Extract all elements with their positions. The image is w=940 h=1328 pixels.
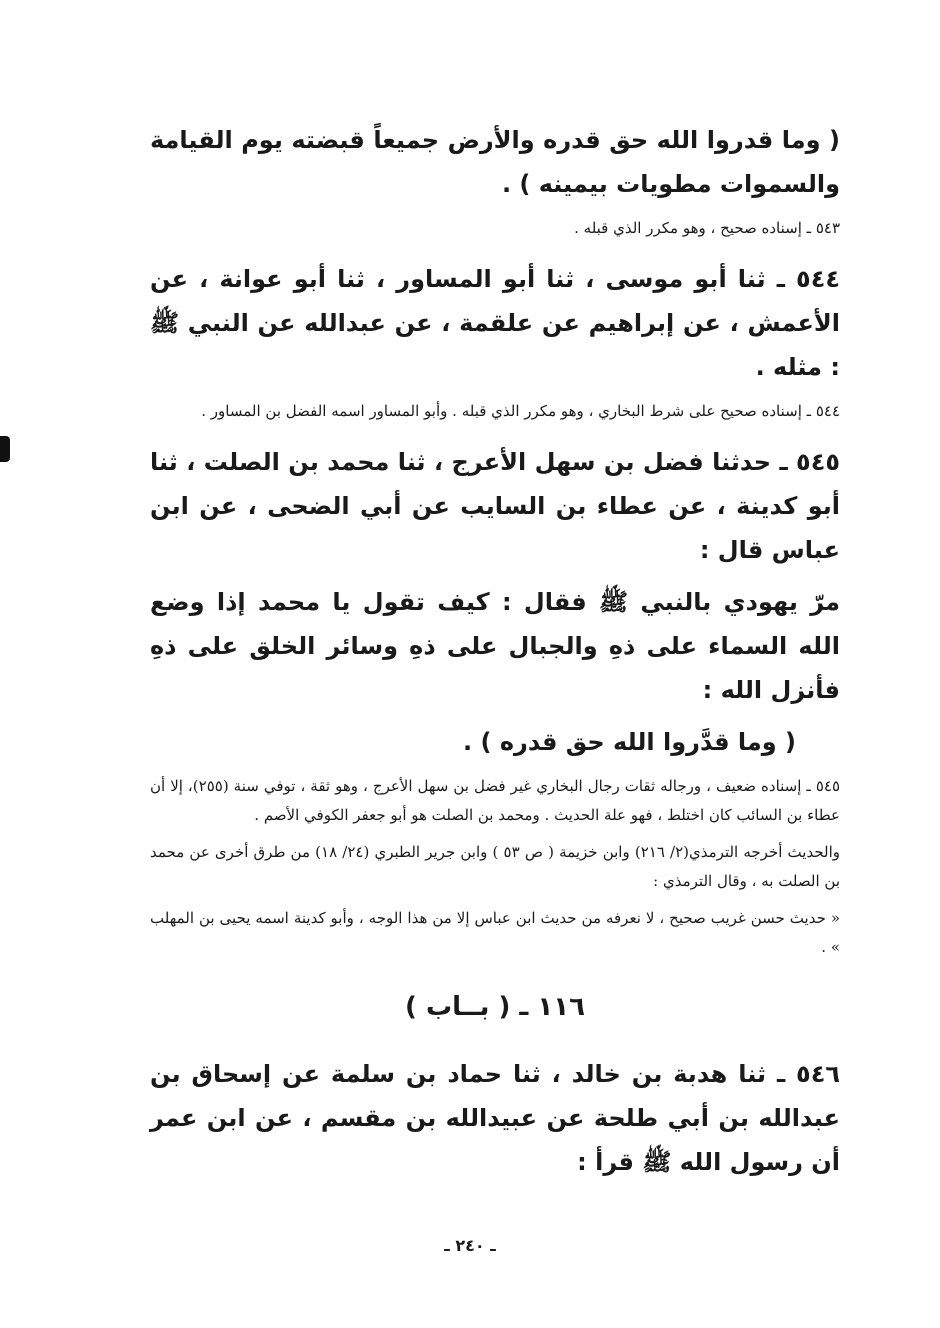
hadith-546: ٥٤٦ ـ ثنا هدبة بن خالد ، ثنا حماد بن سلمة عن إسحاق بن عبدالله بن أبي طلحة عن عبيدالله بن مقسم ، عن ابن عمر أن رسول الله ﷺ قرأ : <box>150 1060 840 1176</box>
page-body <box>150 118 840 1184</box>
hadith-544: ٥٤٤ ـ ثنا أبو موسى ، ثنا أبو المساور ، ثنا أبو عوانة ، عن الأعمش ، عن إبراهيم عن علقمة ، عن عبدالله عن النبي ﷺ : مثله . <box>150 265 840 381</box>
footnote-545-quote: « حديث حسن غريب صحيح ، لا نعرفه من حديث ابن عباس إلا من هذا الوجه ، وأبو كدينة اسمه يحيى بن المهلب » . <box>150 909 840 956</box>
page-number: ـ ٢٤٠ ـ <box>444 1236 496 1255</box>
footnote-545-sources: والحديث أخرجه الترمذي(٢/ ٢١٦) وابن خزيمة ( ص ٥٣ ) وابن جرير الطبري (٢٤/ ١٨) من طرق أخرى عن محمد بن الصلت به ، وقال الترمذي : <box>150 843 840 890</box>
footnote-545-grading: ٥٤٥ ـ إسناده ضعيف ، ورجاله ثقات رجال البخاري غير فضل بن سهل الأعرج ، وهو ثقة ، توفي سنة (٢٥٥)، إلا أن عطاء بن السائب كان اختلط ، فهو علة الحديث . ومحمد بن الصلت هو أبو جعفر الكوفي الأصم . <box>150 777 841 824</box>
margin-tab-marker <box>0 436 10 462</box>
footnote-543: ٥٤٣ ـ إسناده صحيح ، وهو مكرر الذي قبله . <box>574 219 840 237</box>
quran-verse-paragraph: ( وما قدروا الله حق قدره والأرض جميعاً قبضته يوم القيامة والسموات مطويات بيمينه ) . <box>150 126 840 198</box>
footnote-544: ٥٤٤ ـ إسناده صحيح على شرط البخاري ، وهو مكرر الذي قبله . وأبو المساور اسمه الفضل بن المساور . <box>201 402 840 420</box>
hadith-545-verse: ( وما قدَّروا الله حق قدره ) . <box>463 728 796 756</box>
hadith-545-text: مرّ يهودي بالنبي ﷺ فقال : كيف تقول يا محمد إذا وضع الله السماء على ذهِ والجبال على ذهِ وسائر الخلق على ذهِ فأنزل الله : <box>150 588 840 704</box>
hadith-545: ٥٤٥ ـ حدثنا فضل بن سهل الأعرج ، ثنا محمد بن الصلت ، ثنا أبو كدينة ، عن عطاء بن السايب عن أبي الضحى ، عن ابن عباس قال : <box>150 448 840 564</box>
chapter-heading: ١١٦ ـ ( بــاب ) <box>405 992 585 1022</box>
